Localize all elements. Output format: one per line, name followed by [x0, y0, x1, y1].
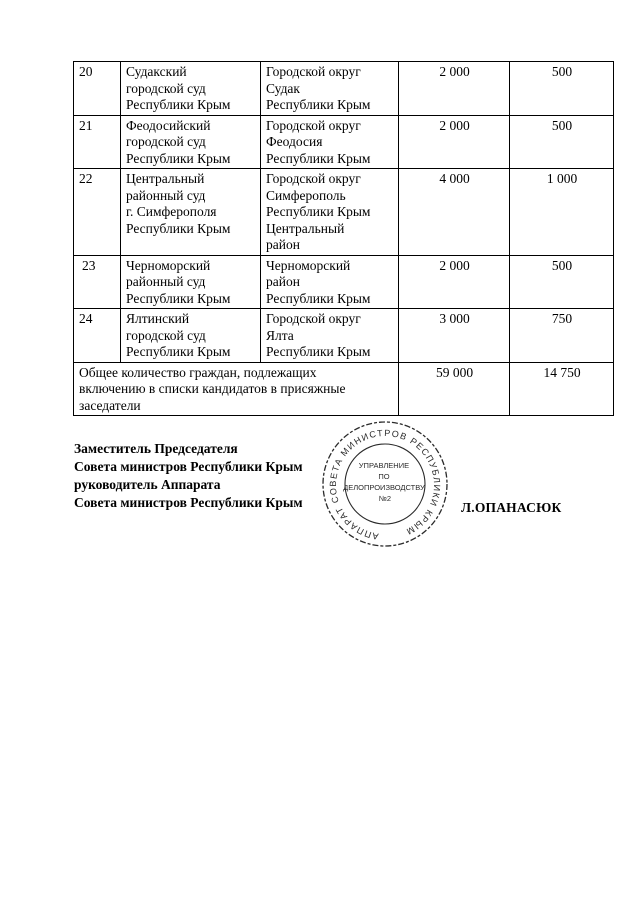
total-label-cell — [74, 362, 399, 416]
reserve-count-cell: 1 000 — [510, 169, 614, 256]
signer-name: Л.ОПАНАСЮК — [461, 500, 562, 515]
stamp-outer-text: АППАРАТ СОВЕТА МИНИСТРОВ РЕСПУБЛИКИ КРЫМ — [327, 427, 443, 542]
candidates-count-cell: 4 000 — [399, 169, 510, 256]
row-number-cell — [74, 309, 121, 363]
total-label-line: Общее количество граждан, подлежащих — [79, 364, 317, 380]
court-name-line: Судакский — [126, 64, 187, 79]
district-line: Городской округ — [266, 171, 361, 186]
district-line: Республики Крым — [266, 204, 371, 219]
district-line: Ялта — [266, 327, 294, 343]
row-number-cell — [74, 115, 121, 169]
district-cell — [261, 62, 399, 116]
court-name-line: Центральный — [126, 171, 205, 186]
row-number: 22 — [79, 171, 93, 186]
district-line: район — [266, 274, 300, 289]
district-line: Городской округ — [266, 117, 361, 133]
court-name-line: районный суд — [126, 187, 206, 203]
table-row — [74, 169, 614, 256]
court-name-cell — [121, 62, 261, 116]
district-line: Республики Крым — [266, 344, 371, 359]
total-label-line: заседатели — [79, 397, 141, 413]
district-cell — [261, 255, 399, 309]
total-label-line: включению в списки кандидатов в присяжные — [79, 381, 346, 396]
district-cell — [261, 169, 399, 256]
signature-line: Совета министров Республики Крым — [74, 459, 303, 474]
total-candidates-cell: 59 000 — [399, 362, 510, 416]
district-line: Городской округ — [266, 311, 361, 326]
reserve-count-cell: 500 — [510, 255, 614, 309]
reserve-count-cell: 500 — [510, 115, 614, 169]
district-cell — [261, 115, 399, 169]
district-line: Симферополь — [266, 187, 346, 203]
table-body — [74, 62, 614, 416]
courts-table — [73, 61, 614, 416]
court-name-line: Республики Крым — [126, 344, 231, 359]
total-reserve-cell: 14 750 — [510, 362, 614, 416]
court-name-line: Республики Крым — [126, 220, 231, 236]
district-line: Республики Крым — [266, 150, 371, 166]
table-row — [74, 309, 614, 363]
row-number: 23 — [82, 257, 96, 273]
court-name-line: Республики Крым — [126, 97, 231, 112]
table-row — [74, 115, 614, 169]
court-name-line: городской суд — [126, 134, 206, 149]
court-name-cell — [121, 115, 261, 169]
row-number-cell — [74, 62, 121, 116]
district-cell — [261, 309, 399, 363]
district-line: Центральный — [266, 220, 345, 236]
row-number: 20 — [79, 64, 93, 79]
court-name-line: городской суд — [126, 327, 206, 343]
row-number: 24 — [79, 311, 93, 326]
district-line: Судак — [266, 80, 300, 96]
court-name-line: Республики Крым — [126, 150, 231, 166]
court-name-line: городской суд — [126, 80, 206, 96]
signature-line: руководитель Аппарата — [74, 477, 221, 492]
court-name-line: Феодосийский — [126, 117, 211, 133]
court-name-line: районный суд — [126, 274, 206, 289]
candidates-count-cell: 2 000 — [399, 62, 510, 116]
district-line: район — [266, 237, 300, 252]
district-line: Республики Крым — [266, 290, 371, 306]
table-row — [74, 255, 614, 309]
court-name-line: Ялтинский — [126, 311, 190, 326]
reserve-count-cell: 750 — [510, 309, 614, 363]
district-line: Черноморский — [266, 257, 351, 273]
district-line: Республики Крым — [266, 97, 371, 112]
official-stamp — [318, 418, 452, 550]
signature-line: Заместитель Председателя — [74, 441, 238, 456]
reserve-count-cell: 500 — [510, 62, 614, 116]
table-row — [74, 62, 614, 116]
court-name-line: г. Симферополя — [126, 204, 217, 219]
row-number: 21 — [79, 117, 93, 133]
court-name-cell — [121, 169, 261, 256]
total-row — [74, 362, 614, 416]
signature-line: Совета министров Республики Крым — [74, 495, 303, 510]
signature-block — [74, 440, 303, 512]
candidates-count-cell: 3 000 — [399, 309, 510, 363]
district-line: Феодосия — [266, 134, 323, 149]
row-number-cell — [74, 255, 121, 309]
stamp-inner-text: УПРАВЛЕНИЕ ПО ДЕЛОПРОИЗВОДСТВУ №2 — [343, 461, 425, 503]
court-name-line: Республики Крым — [126, 290, 231, 306]
row-number-cell — [74, 169, 121, 256]
court-name-line: Черноморский — [126, 257, 211, 273]
candidates-count-cell: 2 000 — [399, 115, 510, 169]
district-line: Городской округ — [266, 64, 361, 79]
court-name-cell — [121, 255, 261, 309]
court-name-cell — [121, 309, 261, 363]
candidates-count-cell: 2 000 — [399, 255, 510, 309]
